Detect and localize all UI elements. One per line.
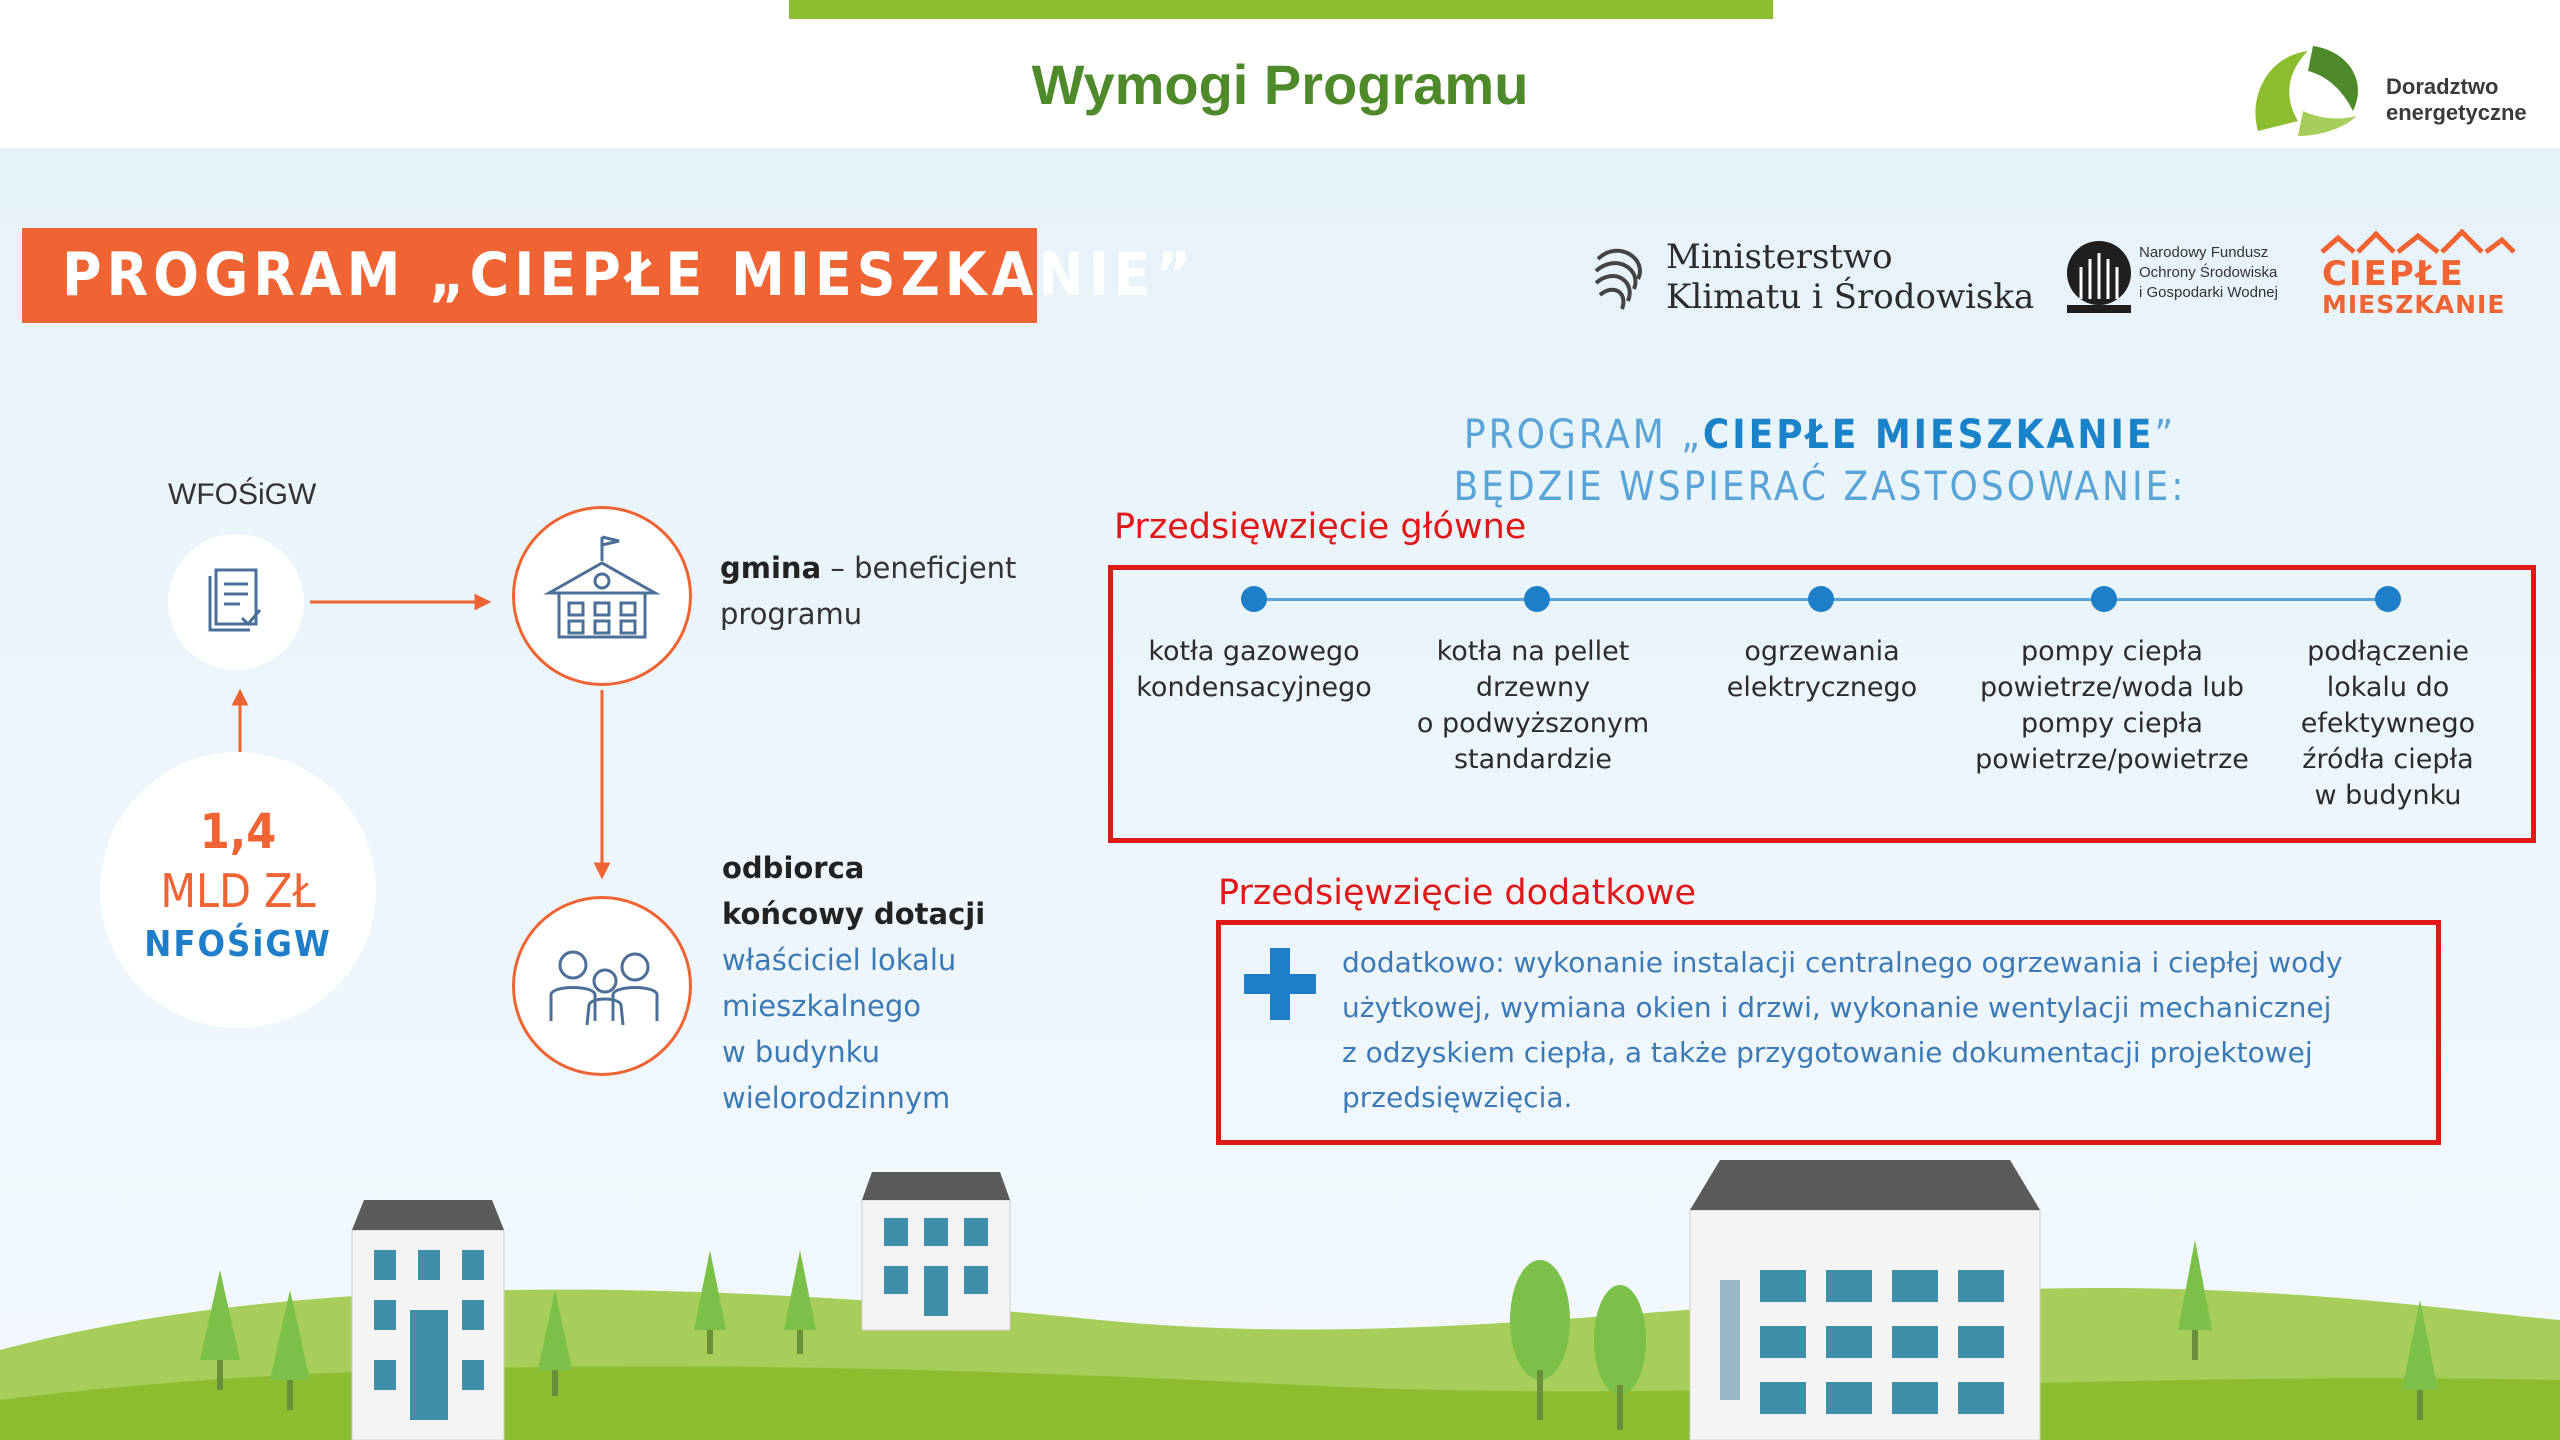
logo-text-line2: energetyczne: [2386, 100, 2527, 125]
logo-swirl-icon: [2238, 36, 2378, 146]
nfos-logo: [2063, 237, 2293, 317]
extra-line: przedsięwzięcia.: [1342, 1081, 1573, 1114]
recipient-description: [722, 937, 1052, 1121]
wfos-label: WFOŚiGW: [168, 478, 317, 511]
document-check-icon: [168, 534, 304, 670]
item-pellet-boiler: [1403, 634, 1663, 778]
item-line: w budynku: [2314, 780, 2462, 811]
landscape-illustration: [0, 1150, 2560, 1440]
roofs-icon: [2318, 226, 2518, 256]
headline-line1: [1230, 412, 2410, 458]
funding-source: NFOŚiGW: [144, 924, 332, 965]
item-line: elektrycznego: [1726, 672, 1918, 703]
arrow-head: [234, 692, 246, 704]
timeline-dot: [2375, 586, 2401, 612]
house-left: [352, 1200, 504, 1440]
house-middle: [862, 1172, 1010, 1330]
arrow-head: [596, 864, 608, 876]
gmina-rest: – beneficjent: [821, 551, 1017, 585]
item-line: standardzie: [1453, 744, 1613, 775]
item-line: kotła gazowego: [1148, 636, 1360, 667]
item-electric-heating: [1692, 634, 1952, 706]
cieple-logo-line1: CIEPŁE: [2322, 254, 2465, 294]
recipient-circle: [512, 896, 692, 1076]
recipient-desc-line: w budynku: [722, 1035, 880, 1069]
funding-unit: MLD ZŁ: [160, 864, 316, 918]
item-heat-pump: [1967, 634, 2257, 778]
headline-prefix: PROGRAM „: [1463, 412, 1703, 458]
people-icon: [515, 899, 689, 1073]
town-hall-icon: [515, 509, 689, 683]
recipient-title: [722, 845, 1052, 937]
item-line: efektywnego: [2300, 708, 2476, 739]
nfos-emblem-icon: [2063, 239, 2135, 315]
item-line: o podwyższonym: [1416, 708, 1650, 739]
item-line: drzewny: [1475, 672, 1591, 703]
wfos-circle: [168, 534, 304, 670]
funding-circle: [100, 752, 376, 1028]
ministry-line2: Klimatu i Środowiska: [1666, 277, 2035, 317]
logo-text: [2386, 74, 2526, 126]
gmina-line1: [720, 545, 1050, 591]
headline-suffix: ”: [2154, 412, 2177, 458]
ministry-swirl-icon: [1588, 239, 1654, 315]
logo-text-line1: Doradztwo: [2386, 74, 2499, 99]
recipient-desc-line: mieszkalnego: [722, 989, 921, 1023]
ministry-name: [1666, 237, 2034, 317]
page-title: Wymogi Programu: [1031, 53, 1529, 116]
main-project-label: Przedsięwzięcie główne: [1114, 507, 1527, 547]
gmina-description: [720, 545, 1050, 637]
cieple-mieszkanie-logo: [2318, 226, 2518, 326]
cieple-logo-line2: MIESZKANIE: [2322, 290, 2506, 319]
item-line: powietrze/powietrze: [1975, 744, 2249, 775]
item-line: ogrzewania: [1744, 636, 1900, 667]
item-line: lokalu do: [2326, 672, 2450, 703]
ministry-line1: Ministerstwo: [1666, 237, 1893, 277]
extra-line: z odzyskiem ciepła, a także przygotowanie dokumentacji projektowej: [1342, 1036, 2313, 1069]
program-banner: PROGRAM „CIEPŁE MIESZKANIE”: [22, 228, 1037, 323]
item-gas-boiler: [1124, 634, 1384, 706]
item-line: podłączenie: [2307, 636, 2469, 667]
item-line: kotła na pellet: [1436, 636, 1630, 667]
recipient-line2: końcowy dotacji: [722, 897, 986, 931]
gmina-bold: gmina: [720, 551, 822, 585]
gmina-circle: [512, 506, 692, 686]
company-logo: [2238, 36, 2527, 146]
plus-icon: [1242, 946, 1318, 1022]
item-line: źródła ciepła: [2302, 744, 2474, 775]
nfos-name: [2139, 243, 2299, 303]
timeline-dot: [1241, 586, 1267, 612]
recipient-desc-line: wielorodzinnym: [722, 1081, 951, 1115]
nfos-line2: Ochrony Środowiska: [2139, 264, 2278, 281]
timeline-dot: [1808, 586, 1834, 612]
recipient-desc-line: właściciel lokalu: [722, 943, 957, 977]
item-line: pompy ciepła: [2021, 708, 2203, 739]
headline-line2: BĘDZIE WSPIERAĆ ZASTOSOWANIE:: [1453, 464, 2187, 510]
arrow-head: [476, 596, 488, 608]
extra-project-description: [1342, 940, 2422, 1120]
nfos-line3: i Gospodarki Wodnej: [2139, 284, 2278, 301]
apartment-block: [1690, 1160, 2040, 1440]
funding-amount: 1,4: [199, 804, 277, 860]
ministry-logo: [1588, 233, 2048, 323]
timeline-dot: [2091, 586, 2117, 612]
extra-line: dodatkowo: wykonanie instalacji centralnego ogrzewania i ciepłej wody: [1342, 946, 2343, 979]
recipient-line1: odbiorca: [722, 851, 865, 885]
nfos-line1: Narodowy Fundusz: [2139, 244, 2269, 261]
headline-highlight: CIEPŁE MIESZKANIE: [1702, 412, 2155, 458]
gmina-line2: programu: [720, 597, 863, 631]
item-line: pompy ciepła: [2021, 636, 2203, 667]
item-line: powietrze/woda lub: [1979, 672, 2245, 703]
timeline-dot: [1524, 586, 1550, 612]
item-efficient-source: [2268, 634, 2508, 814]
extra-project-label: Przedsięwzięcie dodatkowe: [1218, 873, 1696, 913]
item-line: kondensacyjnego: [1136, 672, 1372, 703]
extra-line: użytkowej, wymiana okien i drzwi, wykonanie wentylacji mechanicznej: [1342, 991, 2332, 1024]
